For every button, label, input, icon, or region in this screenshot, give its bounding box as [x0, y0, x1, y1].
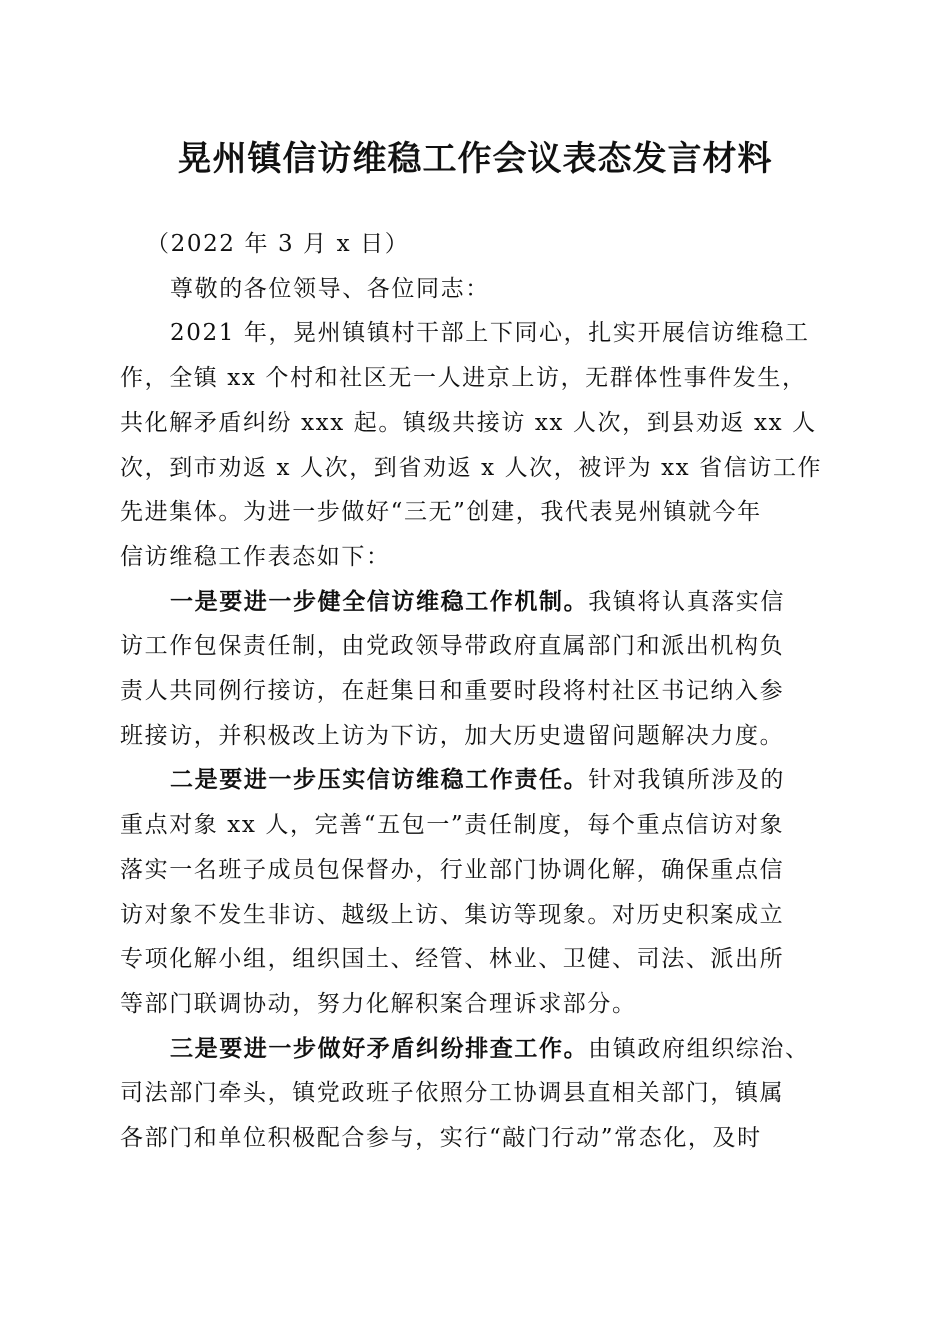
paragraph-2-line-2: 访工作包保责任制，由党政领导带政府直属部门和派出机构负 [120, 633, 785, 660]
paragraph-2-line-1 [120, 580, 832, 625]
paragraph-3-line-4: 访对象不发生非访、越级上访、集访等现象。对历史积案成立 [120, 901, 785, 928]
paragraph-2-line-3: 责人共同例行接访，在赶集日和重要时段将村社区书记纳入参 [120, 678, 785, 705]
paragraph-1-line-3: 共化解矛盾纠纷 xxx 起。镇级共接访 xx 人次，到县劝返 xx 人 [120, 409, 817, 436]
paragraph-3-line-6: 等部门联调协动，努力化解积案合理诉求部分。 [120, 990, 637, 1017]
paragraph-1-line-1: 2021 年，晃州镇镇村干部上下同心，扎实开展信访维稳工 [170, 320, 810, 347]
paragraph-3-lead: 二是要进一步压实信访维稳工作责任。 [170, 766, 589, 794]
paragraph-4-line-1 [120, 1027, 832, 1072]
paragraph-2-lead: 一是要进一步健全信访维稳工作机制。 [170, 587, 589, 615]
paragraph-2-first-rest: 我镇将认真落实信 [588, 588, 786, 615]
paragraph-4-line-2: 司法部门牵头，镇党政班子依照分工协调县直相关部门，镇属 [120, 1080, 785, 1107]
paragraph-1-line-5: 先进集体。为进一步做好“三无”创建，我代表晃州镇就今年 [120, 499, 762, 526]
paragraph-3-line-3: 落实一名班子成员包保督办，行业部门协调化解，确保重点信 [120, 856, 785, 883]
paragraph-1-line-2: 作，全镇 xx 个村和社区无一人进京上访，无群体性事件发生， [120, 365, 807, 392]
paragraph-3-line-2: 重点对象 xx 人，完善“五包一”责任制度，每个重点信访对象 [120, 812, 785, 839]
paragraph-3-line-5: 专项化解小组，组织国土、经管、林业、卫健、司法、派出所 [120, 946, 785, 973]
paragraph-4-lead: 三是要进一步做好矛盾纠纷排查工作。 [170, 1034, 589, 1062]
paragraph-4-line-3: 各部门和单位积极配合参与，实行“敲门行动”常态化，及时 [120, 1125, 762, 1152]
document-body [120, 222, 832, 1161]
salutation: 尊敬的各位领导、各位同志： [170, 275, 490, 302]
paragraph-1-line-4: 次，到市劝返 x 人次，到省劝返 x 人次，被评为 xx 省信访工作 [120, 454, 823, 481]
paragraph-4-first-rest: 由镇政府组织综治、 [588, 1035, 810, 1062]
date-line: （2022 年 3 月 x 日） [146, 231, 410, 257]
paragraph-1-line-6: 信访维稳工作表态如下： [120, 543, 391, 570]
document-title: 晃州镇信访维稳工作会议表态发言材料 [177, 139, 773, 179]
paragraph-3-first-rest: 针对我镇所涉及的 [588, 767, 786, 794]
paragraph-3-line-1 [120, 758, 832, 803]
paragraph-2-line-4: 班接访，并积极改上访为下访，加大历史遗留问题解决力度。 [120, 722, 785, 749]
